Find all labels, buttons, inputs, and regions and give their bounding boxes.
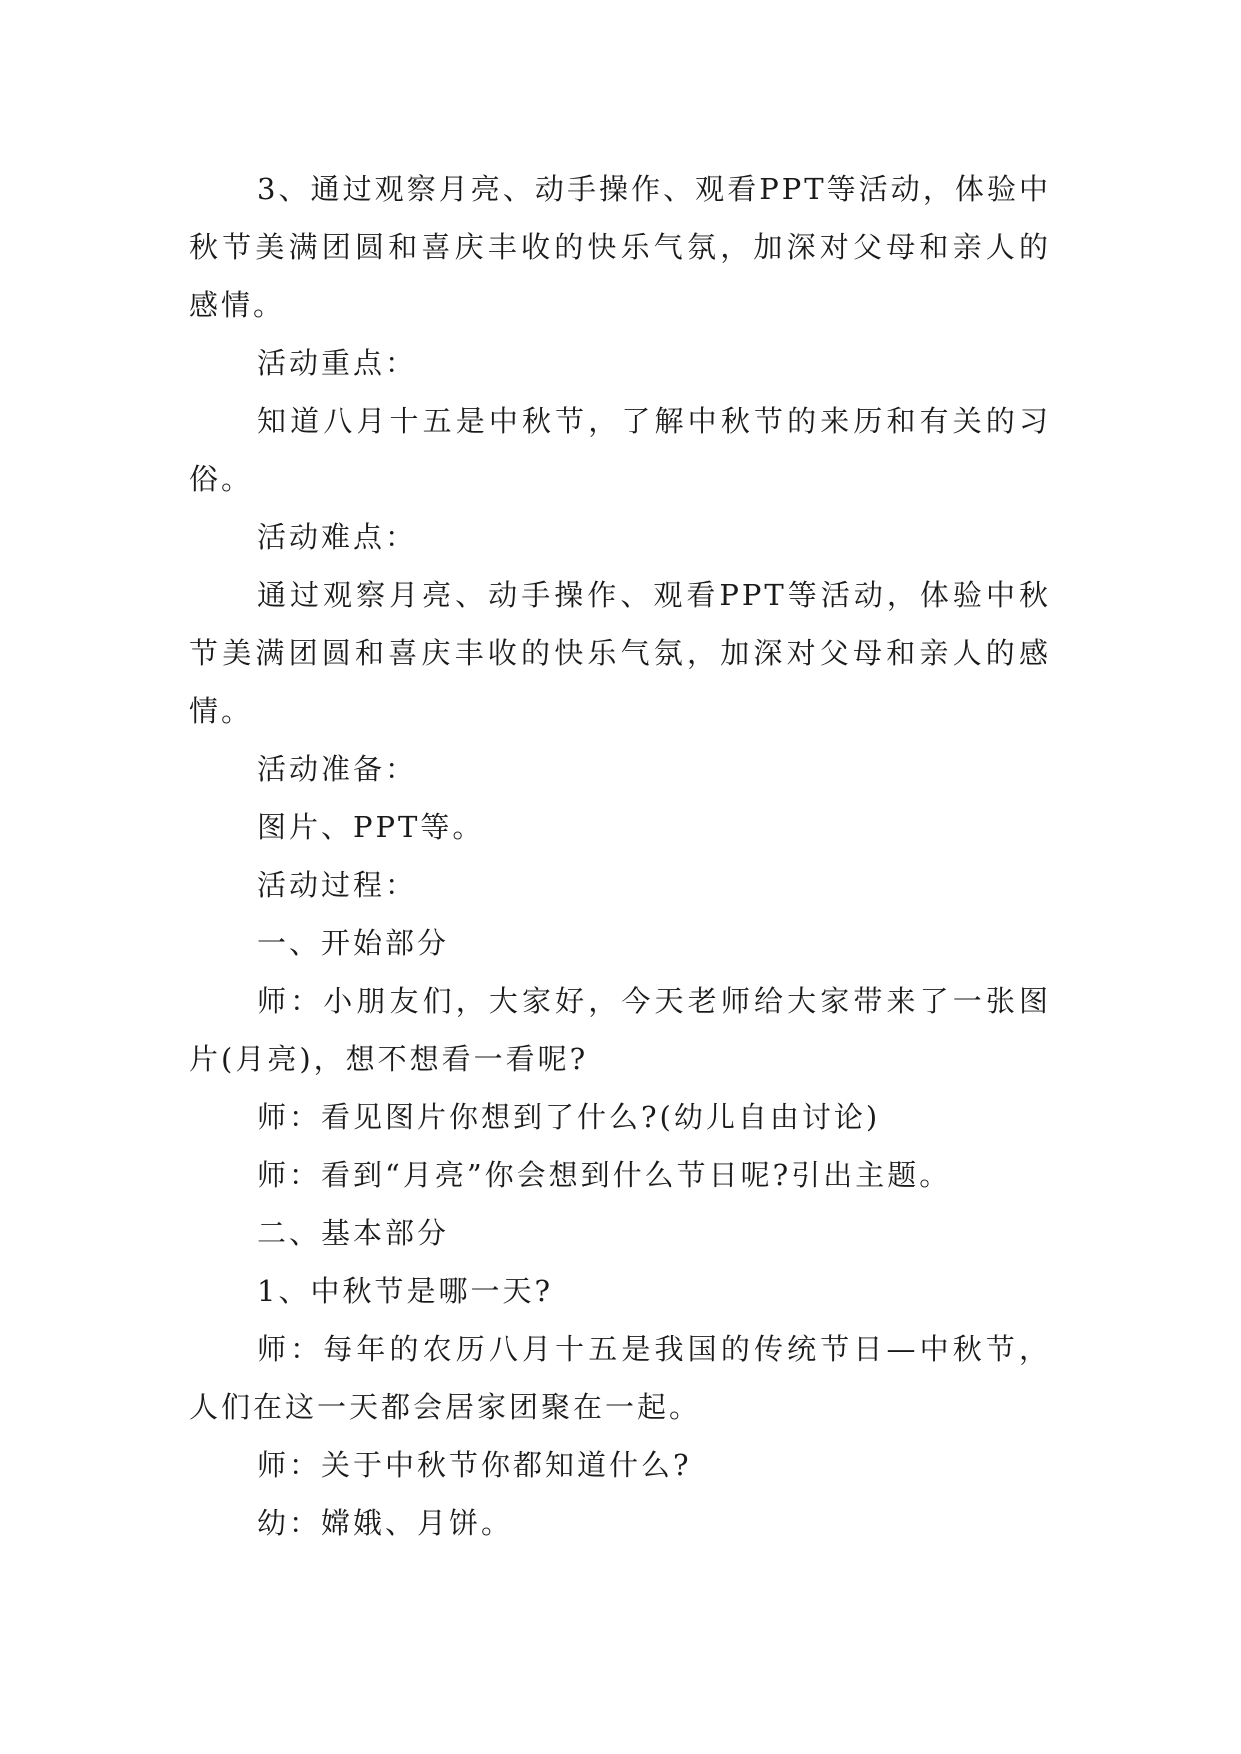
heading-preparation: 活动准备：	[257, 752, 418, 786]
heading-part-one: 一、开始部分	[257, 926, 450, 960]
heading-difficulty: 活动难点：	[257, 520, 418, 554]
dialogue-line: 师：看到“月亮”你会想到什么节日呢?引出主题。	[257, 1158, 952, 1192]
document-body	[189, 160, 1051, 1552]
paragraph-difficulty: 通过观察月亮、动手操作、观看PPT等活动，体验中秋节美满团圆和喜庆丰收的快乐气氛，加深对父母和亲人的感情。	[189, 578, 1051, 728]
paragraph-key-point: 知道八月十五是中秋节，了解中秋节的来历和有关的习俗。	[189, 404, 1051, 496]
heading-part-two: 二、基本部分	[257, 1216, 450, 1250]
heading-process: 活动过程：	[257, 868, 418, 902]
dialogue-line: 师：看见图片你想到了什么?(幼儿自由讨论)	[257, 1100, 881, 1134]
dialogue-line: 幼：嫦娥、月饼。	[257, 1506, 514, 1540]
dialogue-line: 师：关于中秋节你都知道什么?	[257, 1448, 692, 1482]
paragraph-objective-3: 3、通过观察月亮、动手操作、观看PPT等活动，体验中秋节美满团圆和喜庆丰收的快乐气氛，加深对父母和亲人的感情。	[189, 172, 1051, 322]
dialogue-line: 师：小朋友们，大家好，今天老师给大家带来了一张图片(月亮)，想不想看一看呢?	[189, 984, 1051, 1076]
dialogue-line: 师：每年的农历八月十五是我国的传统节日—中秋节，人们在这一天都会居家团聚在一起。	[189, 1332, 1051, 1424]
heading-key-point: 活动重点：	[257, 346, 418, 380]
paragraph-preparation: 图片、PPT等。	[257, 810, 485, 844]
subheading-question-1: 1、中秋节是哪一天?	[257, 1274, 553, 1308]
